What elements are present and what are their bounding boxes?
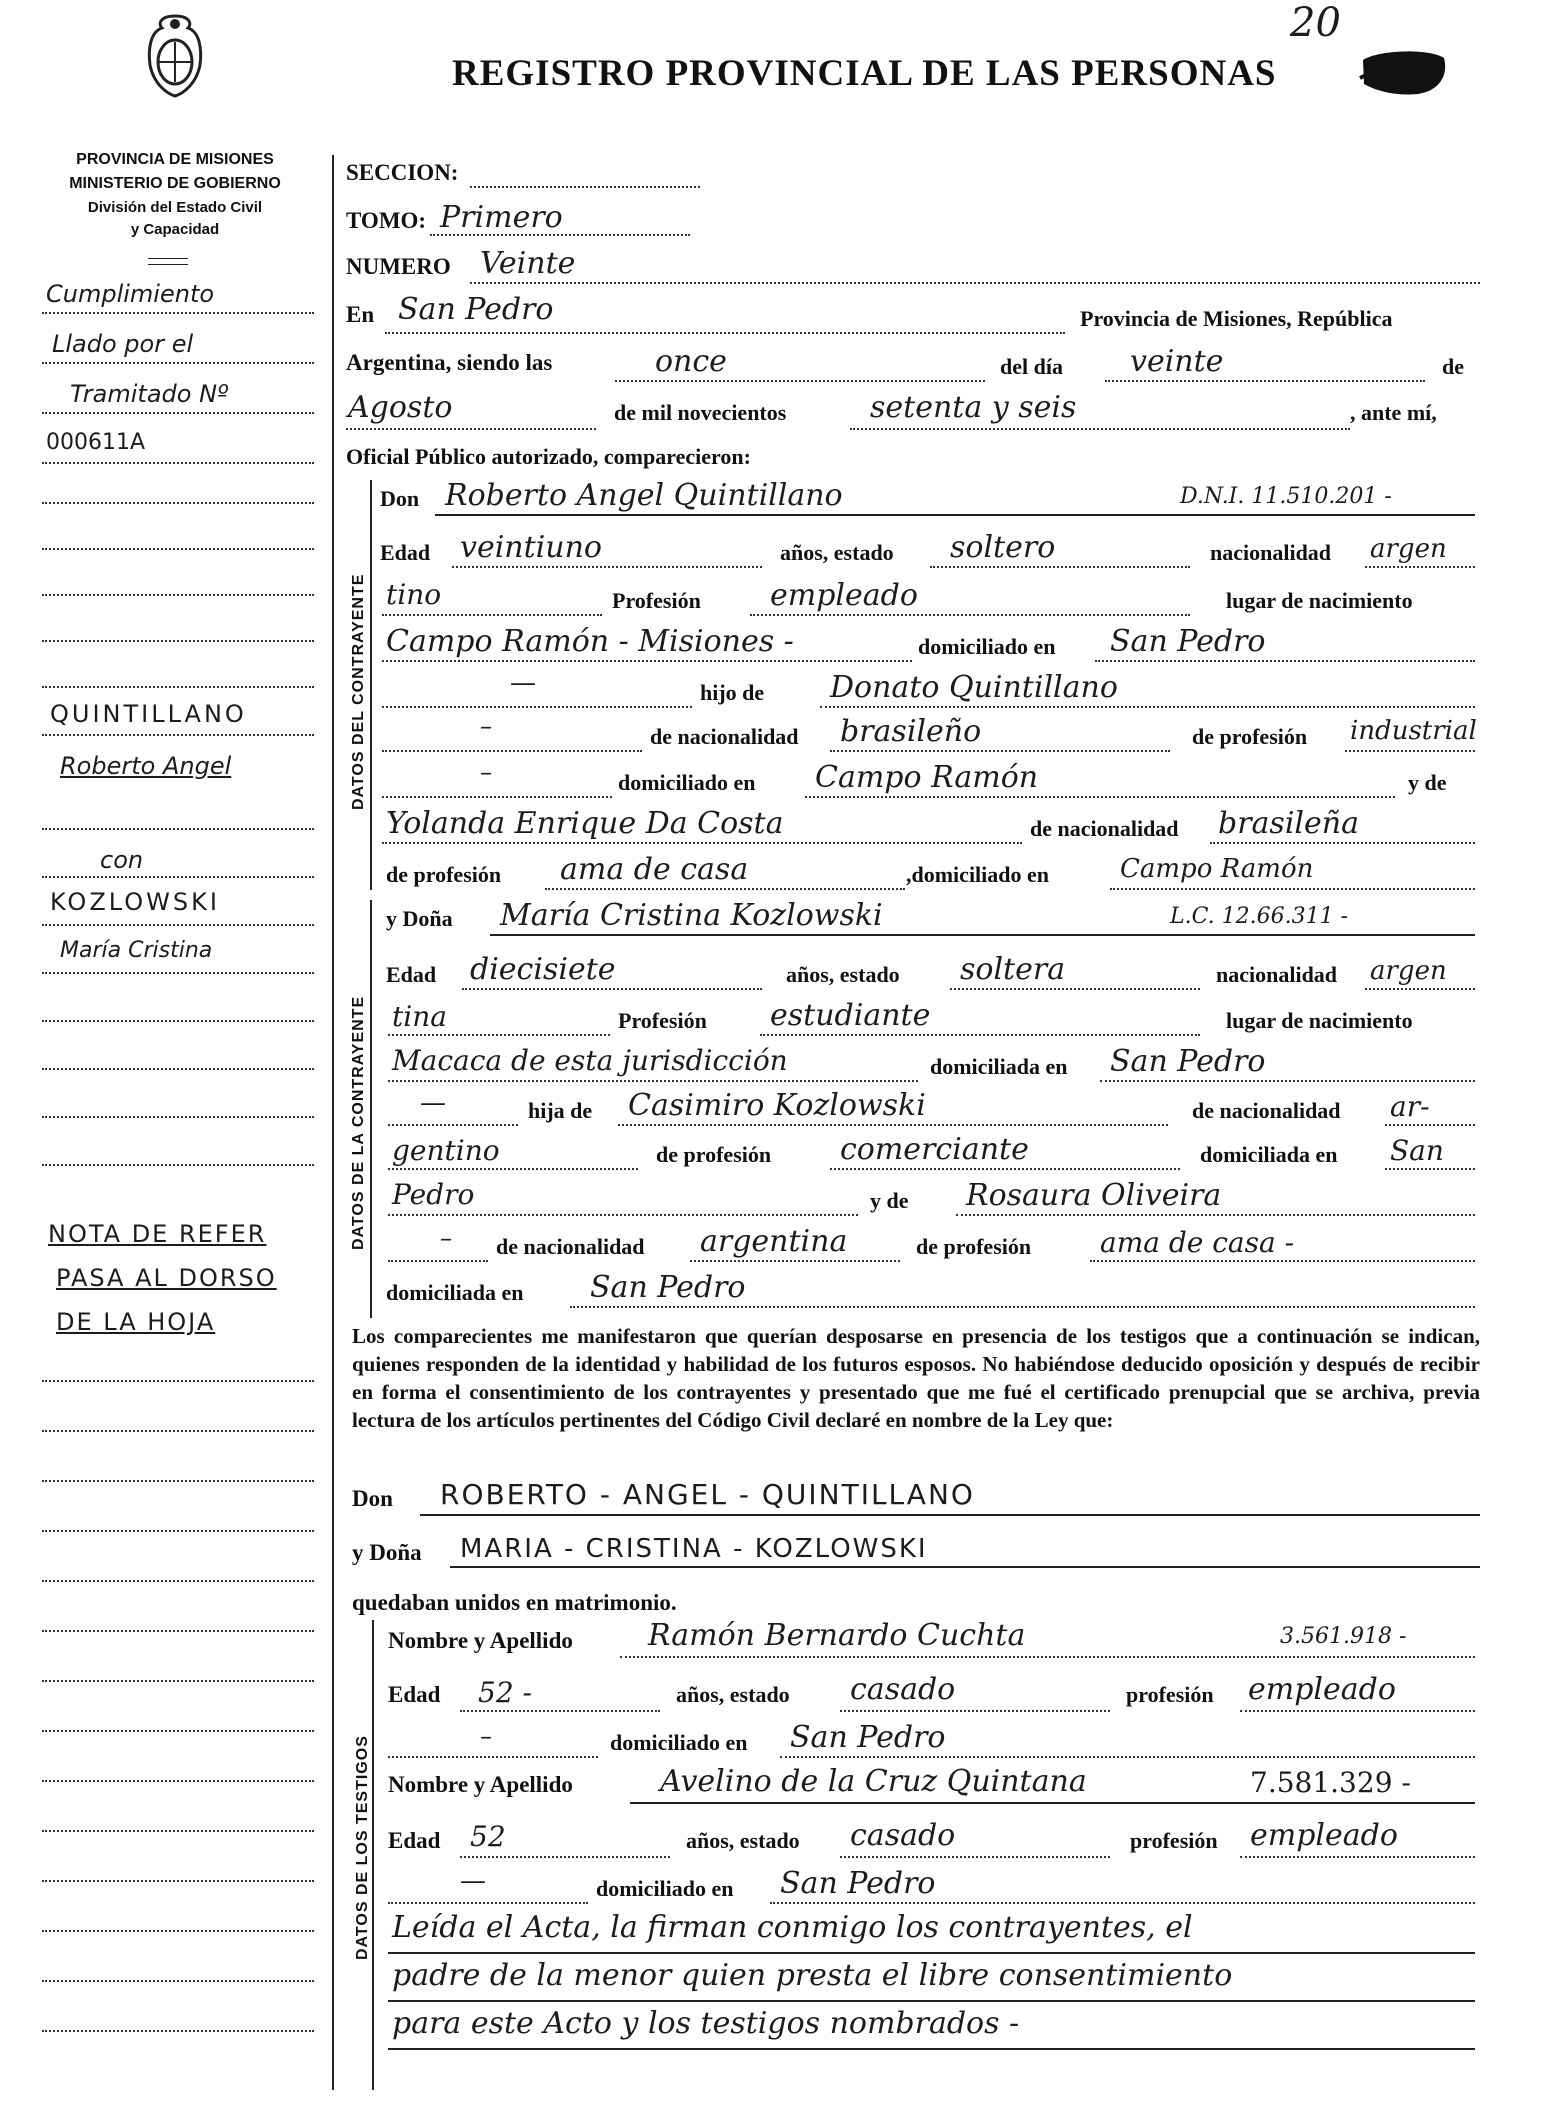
margin-line xyxy=(42,828,314,830)
margin-line xyxy=(42,686,314,688)
margin-note: Cumplimiento xyxy=(46,280,215,308)
reference-note: NOTA DE REFER xyxy=(48,1220,267,1248)
padre-dom-label: domiciliado en xyxy=(618,770,756,795)
line xyxy=(620,1656,1475,1658)
line xyxy=(388,1902,588,1904)
groom-nat-line xyxy=(1365,566,1475,568)
line xyxy=(840,1710,1110,1712)
line xyxy=(1385,1124,1475,1126)
witness1-marital: casado xyxy=(850,1672,956,1707)
bride-declared-name: MARIA - CRISTINA - KOZLOWSKI xyxy=(460,1534,928,1564)
section-border xyxy=(372,1620,374,2090)
line xyxy=(690,1260,900,1262)
groom-prof-line xyxy=(750,614,1190,616)
margin-name: QUINTILLANO xyxy=(50,700,247,728)
padre-prof-label: de profesión xyxy=(1192,724,1308,749)
bride-mother-residence: San Pedro xyxy=(590,1270,746,1305)
prof-label: profesión xyxy=(1130,1828,1218,1853)
margin-line xyxy=(42,1530,314,1532)
margin-name: con xyxy=(100,846,144,874)
dona-label: y Doña xyxy=(386,906,453,931)
margin-line xyxy=(42,1680,314,1682)
divider xyxy=(148,258,188,259)
bride-father-residence-cont: Pedro xyxy=(392,1178,475,1211)
bride-profession: estudiante xyxy=(770,998,931,1033)
ante-label: , ante mí, xyxy=(1350,400,1437,425)
margin-line xyxy=(42,924,314,926)
bride-father-nationality: ar- xyxy=(1390,1090,1430,1123)
witness2-age: 52 xyxy=(470,1820,506,1853)
tomo-value: Primero xyxy=(440,200,563,235)
groom-profession: empleado xyxy=(770,578,918,613)
line xyxy=(1345,750,1475,752)
line xyxy=(1110,888,1475,890)
line xyxy=(382,750,642,752)
bride-mother-nationality: argentina xyxy=(700,1224,848,1259)
margin-line xyxy=(42,640,314,642)
nac-label: nacionalidad xyxy=(1210,540,1332,565)
line xyxy=(1095,660,1475,662)
line xyxy=(460,1710,660,1712)
bride-name-line xyxy=(490,934,1475,936)
closing-line-3: para este Acto y los testigos nombrados - xyxy=(392,2006,1020,2041)
edad-label: Edad xyxy=(386,962,437,987)
line xyxy=(570,1306,1475,1308)
margin-line xyxy=(42,1480,314,1482)
line xyxy=(840,1856,1110,1858)
section-title-testigos: DATOS DE LOS TESTIGOS xyxy=(354,1735,371,1960)
margin-line xyxy=(42,2030,314,2032)
bride-father-profession: comerciante xyxy=(840,1132,1029,1167)
line xyxy=(388,1034,610,1036)
groom-age: veintiuno xyxy=(460,530,602,565)
madre-dom-label: domiciliada en xyxy=(386,1280,524,1305)
groom-father-nationality: brasileño xyxy=(840,714,982,749)
witness1-age: 52 - xyxy=(478,1676,532,1709)
edad-label: Edad xyxy=(388,1682,441,1707)
bride-age: diecisiete xyxy=(470,952,616,987)
madre-nac-label: de nacionalidad xyxy=(1030,816,1179,841)
madre-prof-label: de profesión xyxy=(386,862,502,887)
en-line xyxy=(385,332,1065,334)
issuer-division: División del Estado Civil xyxy=(87,199,263,216)
margin-name: KOZLOWSKI xyxy=(50,888,220,916)
dash: – xyxy=(480,1722,492,1750)
issuer-capacity: y Capacidad xyxy=(130,221,220,238)
groom-father-profession: industrial xyxy=(1350,716,1477,746)
groom-name: Roberto Angel Quintillano xyxy=(445,478,843,513)
matrimony-statement: quedaban unidos en matrimonio. xyxy=(352,1590,677,1615)
divider xyxy=(148,264,188,265)
line xyxy=(1210,842,1475,844)
groom-mother-profession: ama de casa xyxy=(560,852,749,887)
margin-line xyxy=(42,1020,314,1022)
line xyxy=(388,1124,518,1126)
anio-label: de mil novecientos xyxy=(614,400,787,425)
margin-line xyxy=(42,1380,314,1382)
line xyxy=(382,796,612,798)
dia-label: del día xyxy=(1000,354,1063,379)
margin-line xyxy=(42,876,314,878)
witness1-name: Ramón Bernardo Cuchta xyxy=(648,1618,1026,1653)
line xyxy=(1385,1168,1475,1170)
line xyxy=(382,706,692,708)
groom-nationality-cont: tino xyxy=(386,578,442,611)
line xyxy=(1240,1710,1475,1712)
lugar-label: lugar de nacimiento xyxy=(1226,588,1413,613)
line xyxy=(382,614,602,616)
line xyxy=(630,1802,1475,1804)
groom-marital-line xyxy=(930,566,1190,568)
anios-label: años, estado xyxy=(780,540,894,565)
document-title: REGISTRO PROVINCIAL DE LAS PERSONAS xyxy=(452,53,1277,94)
margin-line xyxy=(42,412,314,414)
padre-nac-label: de nacionalidad xyxy=(1192,1098,1341,1123)
en-value: San Pedro xyxy=(398,292,554,327)
edad-label: Edad xyxy=(380,540,431,565)
line xyxy=(388,1214,858,1216)
line xyxy=(820,706,1475,708)
nombre-label: Nombre y Apellido xyxy=(388,1772,573,1797)
line xyxy=(956,1214,1475,1216)
dash: – xyxy=(440,1224,452,1252)
provincia-label: Provincia de Misiones, República xyxy=(1080,306,1393,331)
dash: — xyxy=(460,1866,486,1896)
seccion-line xyxy=(470,186,700,188)
groom-mother-residence: Campo Ramón xyxy=(1120,854,1314,884)
margin-note: Tramitado Nº xyxy=(70,380,229,408)
line xyxy=(770,1902,1475,1904)
witness1-doc: 3.561.918 - xyxy=(1280,1624,1407,1649)
groom-father: Donato Quintillano xyxy=(830,670,1118,705)
dash: — xyxy=(510,668,536,698)
dom-label: domiciliado en xyxy=(610,1730,748,1755)
witness2-profession: empleado xyxy=(1250,1818,1398,1853)
witness2-name: Avelino de la Cruz Quintana xyxy=(660,1764,1087,1799)
line xyxy=(460,1856,670,1858)
section-title-contrayente: DATOS DEL CONTRAYENTE xyxy=(350,573,367,810)
groom-name-line xyxy=(435,514,1475,516)
coat-of-arms-icon xyxy=(140,10,210,100)
margin-name: Roberto Angel xyxy=(60,752,232,780)
dash: – xyxy=(480,712,492,740)
line xyxy=(545,888,905,890)
numero-line xyxy=(470,282,1480,284)
bride-marital: soltera xyxy=(960,952,1066,987)
dia-value: veinte xyxy=(1130,344,1224,379)
hijo-label: hijo de xyxy=(700,680,765,705)
anios-label: años, estado xyxy=(786,962,900,987)
line xyxy=(462,988,762,990)
line xyxy=(830,1168,1180,1170)
margin-line xyxy=(42,362,314,364)
groom-mother: Yolanda Enrique Da Costa xyxy=(386,806,784,841)
groom-declared-name: ROBERTO - ANGEL - QUINTILLANO xyxy=(440,1478,975,1511)
margin-note: 000611A xyxy=(46,430,146,455)
margin-line xyxy=(42,312,314,314)
dash: – xyxy=(480,758,492,786)
line xyxy=(388,1080,918,1082)
section-border xyxy=(370,480,372,890)
groom-mother-nationality: brasileña xyxy=(1218,806,1359,841)
bride-mother: Rosaura Oliveira xyxy=(966,1178,1222,1213)
margin-line xyxy=(42,1580,314,1582)
section-border xyxy=(370,900,372,1318)
nac-label: nacionalidad xyxy=(1216,962,1338,987)
issuer-block xyxy=(30,148,320,242)
anio-value: setenta y seis xyxy=(870,390,1077,425)
dom-label: domiciliado en xyxy=(918,634,1056,659)
don-label: Don xyxy=(352,1486,393,1511)
bride-birthplace: Macaca de esta jurisdicción xyxy=(392,1044,788,1077)
mes-value: Agosto xyxy=(348,390,453,425)
edad-label: Edad xyxy=(388,1828,441,1853)
madre-prof-label: de profesión xyxy=(916,1234,1032,1259)
bride-mother-profession: ama de casa - xyxy=(1100,1226,1295,1259)
margin-line xyxy=(42,1830,314,1832)
groom-marital: soltero xyxy=(950,530,1056,565)
margin-line xyxy=(42,1980,314,1982)
margin-line xyxy=(42,1068,314,1070)
nombre-label: Nombre y Apellido xyxy=(388,1628,573,1653)
groom-doc: D.N.I. 11.510.201 - xyxy=(1180,484,1392,509)
padre-dom-label: domiciliada en xyxy=(1200,1142,1338,1167)
margin-line xyxy=(42,972,314,974)
hija-label: hija de xyxy=(528,1098,593,1123)
margin-line xyxy=(42,1630,314,1632)
margin-line xyxy=(42,1116,314,1118)
bride-father-nationality-cont: gentino xyxy=(392,1134,500,1167)
madre-dom-label: ,domiciliado en xyxy=(906,862,1050,887)
witness1-profession: empleado xyxy=(1248,1672,1396,1707)
line xyxy=(760,1034,1200,1036)
prof-label: Profesión xyxy=(612,588,701,613)
line xyxy=(1365,988,1475,990)
prof-label: profesión xyxy=(1126,1682,1214,1707)
witness2-marital: casado xyxy=(850,1818,956,1853)
line xyxy=(1100,1080,1475,1082)
redaction-mark xyxy=(1358,48,1448,98)
margin-line xyxy=(42,1164,314,1166)
declaration-paragraph: Los comparecientes me manifestaron que querían desposarse en presencia de los testigos que a continuación se indican, quienes responden de la identidad y habilidad de los futuros esposos. No habiéndose deducido oposición y después de recibir en forma el consentimiento de los contrayentes y presentado que me fué el certificado prenupcial que se archiva, previa lectura de los artículos pertinentes del Código Civil declaré en nombre de la Ley que: xyxy=(352,1324,1480,1432)
bride-residence: San Pedro xyxy=(1110,1044,1266,1079)
groom-residence: San Pedro xyxy=(1110,624,1266,659)
yde-label: y de xyxy=(870,1188,909,1213)
margin-line xyxy=(42,734,314,736)
dona-label: y Doña xyxy=(352,1540,422,1565)
padre-prof-label: de profesión xyxy=(656,1142,772,1167)
line xyxy=(420,1514,1480,1516)
issuer-province: PROVINCIA DE MISIONES xyxy=(76,151,274,168)
margin-line xyxy=(42,1430,314,1432)
issuer-ministry: MINISTERIO DE GOBIERNO xyxy=(69,175,281,192)
bride-father: Casimiro Kozlowski xyxy=(628,1088,926,1123)
anios-label: años, estado xyxy=(676,1682,790,1707)
line xyxy=(1240,1856,1475,1858)
line xyxy=(388,2000,1475,2002)
bride-nationality: argen xyxy=(1370,956,1447,986)
bride-doc: L.C. 12.66.311 - xyxy=(1170,904,1349,929)
mes-line xyxy=(346,428,596,430)
bride-name: María Cristina Kozlowski xyxy=(500,898,883,933)
line xyxy=(450,1566,1480,1568)
page-number: 20 xyxy=(1290,0,1341,46)
argentina-label: Argentina, siendo las xyxy=(346,350,553,375)
don-label: Don xyxy=(380,486,420,511)
closing-line-2: padre de la menor quien presta el libre consentimiento xyxy=(392,1958,1233,1993)
anios-label: años, estado xyxy=(686,1828,800,1853)
dom-label: domiciliada en xyxy=(930,1054,1068,1079)
anio-line xyxy=(850,428,1350,430)
reference-note: PASA AL DORSO xyxy=(56,1264,277,1292)
prof-label: Profesión xyxy=(618,1008,707,1033)
margin-name: María Cristina xyxy=(60,938,213,963)
witness2-residence: San Pedro xyxy=(780,1866,936,1901)
witness2-doc: 7.581.329 - xyxy=(1250,1766,1411,1799)
line xyxy=(805,796,1395,798)
numero-label: NUMERO xyxy=(346,254,451,279)
groom-father-residence: Campo Ramón xyxy=(815,760,1039,795)
de-label: de xyxy=(1442,354,1464,379)
margin-line xyxy=(42,1880,314,1882)
dom-label: domiciliado en xyxy=(596,1876,734,1901)
witness1-residence: San Pedro xyxy=(790,1720,946,1755)
groom-birthplace: Campo Ramón - Misiones - xyxy=(386,624,794,659)
groom-nationality: argen xyxy=(1370,534,1447,564)
margin-line xyxy=(42,502,314,504)
margin-note: Llado por el xyxy=(52,330,194,358)
margin-line xyxy=(42,1780,314,1782)
en-label: En xyxy=(346,302,375,327)
margin-divider xyxy=(332,155,334,2090)
margin-line xyxy=(42,462,314,464)
line xyxy=(780,1756,1475,1758)
line xyxy=(388,1168,638,1170)
closing-line-1: Leída el Acta, la firman conmigo los contrayentes, el xyxy=(392,1910,1193,1945)
line xyxy=(388,1756,598,1758)
margin-line xyxy=(42,1930,314,1932)
bride-father-residence: San xyxy=(1390,1134,1444,1167)
line xyxy=(618,1124,1168,1126)
line xyxy=(388,2048,1475,2050)
madre-nac-label: de nacionalidad xyxy=(496,1234,645,1259)
line xyxy=(388,1260,488,1262)
hora-value: once xyxy=(655,344,727,379)
groom-age-line xyxy=(452,566,762,568)
oficial-label: Oficial Público autorizado, comparecieron: xyxy=(346,444,751,469)
line xyxy=(1090,1260,1475,1262)
margin-line xyxy=(42,594,314,596)
reference-note: DE LA HOJA xyxy=(56,1308,216,1336)
line xyxy=(382,660,912,662)
numero-value: Veinte xyxy=(480,246,576,281)
dash: — xyxy=(420,1088,446,1118)
line xyxy=(830,750,1170,752)
section-title-contrayente-f: DATOS DE LA CONTRAYENTE xyxy=(350,995,367,1250)
hora-line xyxy=(615,380,985,382)
bride-nationality-cont: tina xyxy=(392,1000,447,1033)
line xyxy=(950,988,1200,990)
lugar-label: lugar de nacimiento xyxy=(1226,1008,1413,1033)
padre-nac-label: de nacionalidad xyxy=(650,724,799,749)
margin-line xyxy=(42,548,314,550)
tomo-line xyxy=(430,234,690,236)
line xyxy=(382,842,1022,844)
yde-label: y de xyxy=(1408,770,1447,795)
dia-line xyxy=(1105,380,1425,382)
seccion-label: SECCION: xyxy=(346,160,459,185)
line xyxy=(388,1952,1475,1954)
tomo-label: TOMO: xyxy=(346,208,427,233)
margin-line xyxy=(42,1730,314,1732)
